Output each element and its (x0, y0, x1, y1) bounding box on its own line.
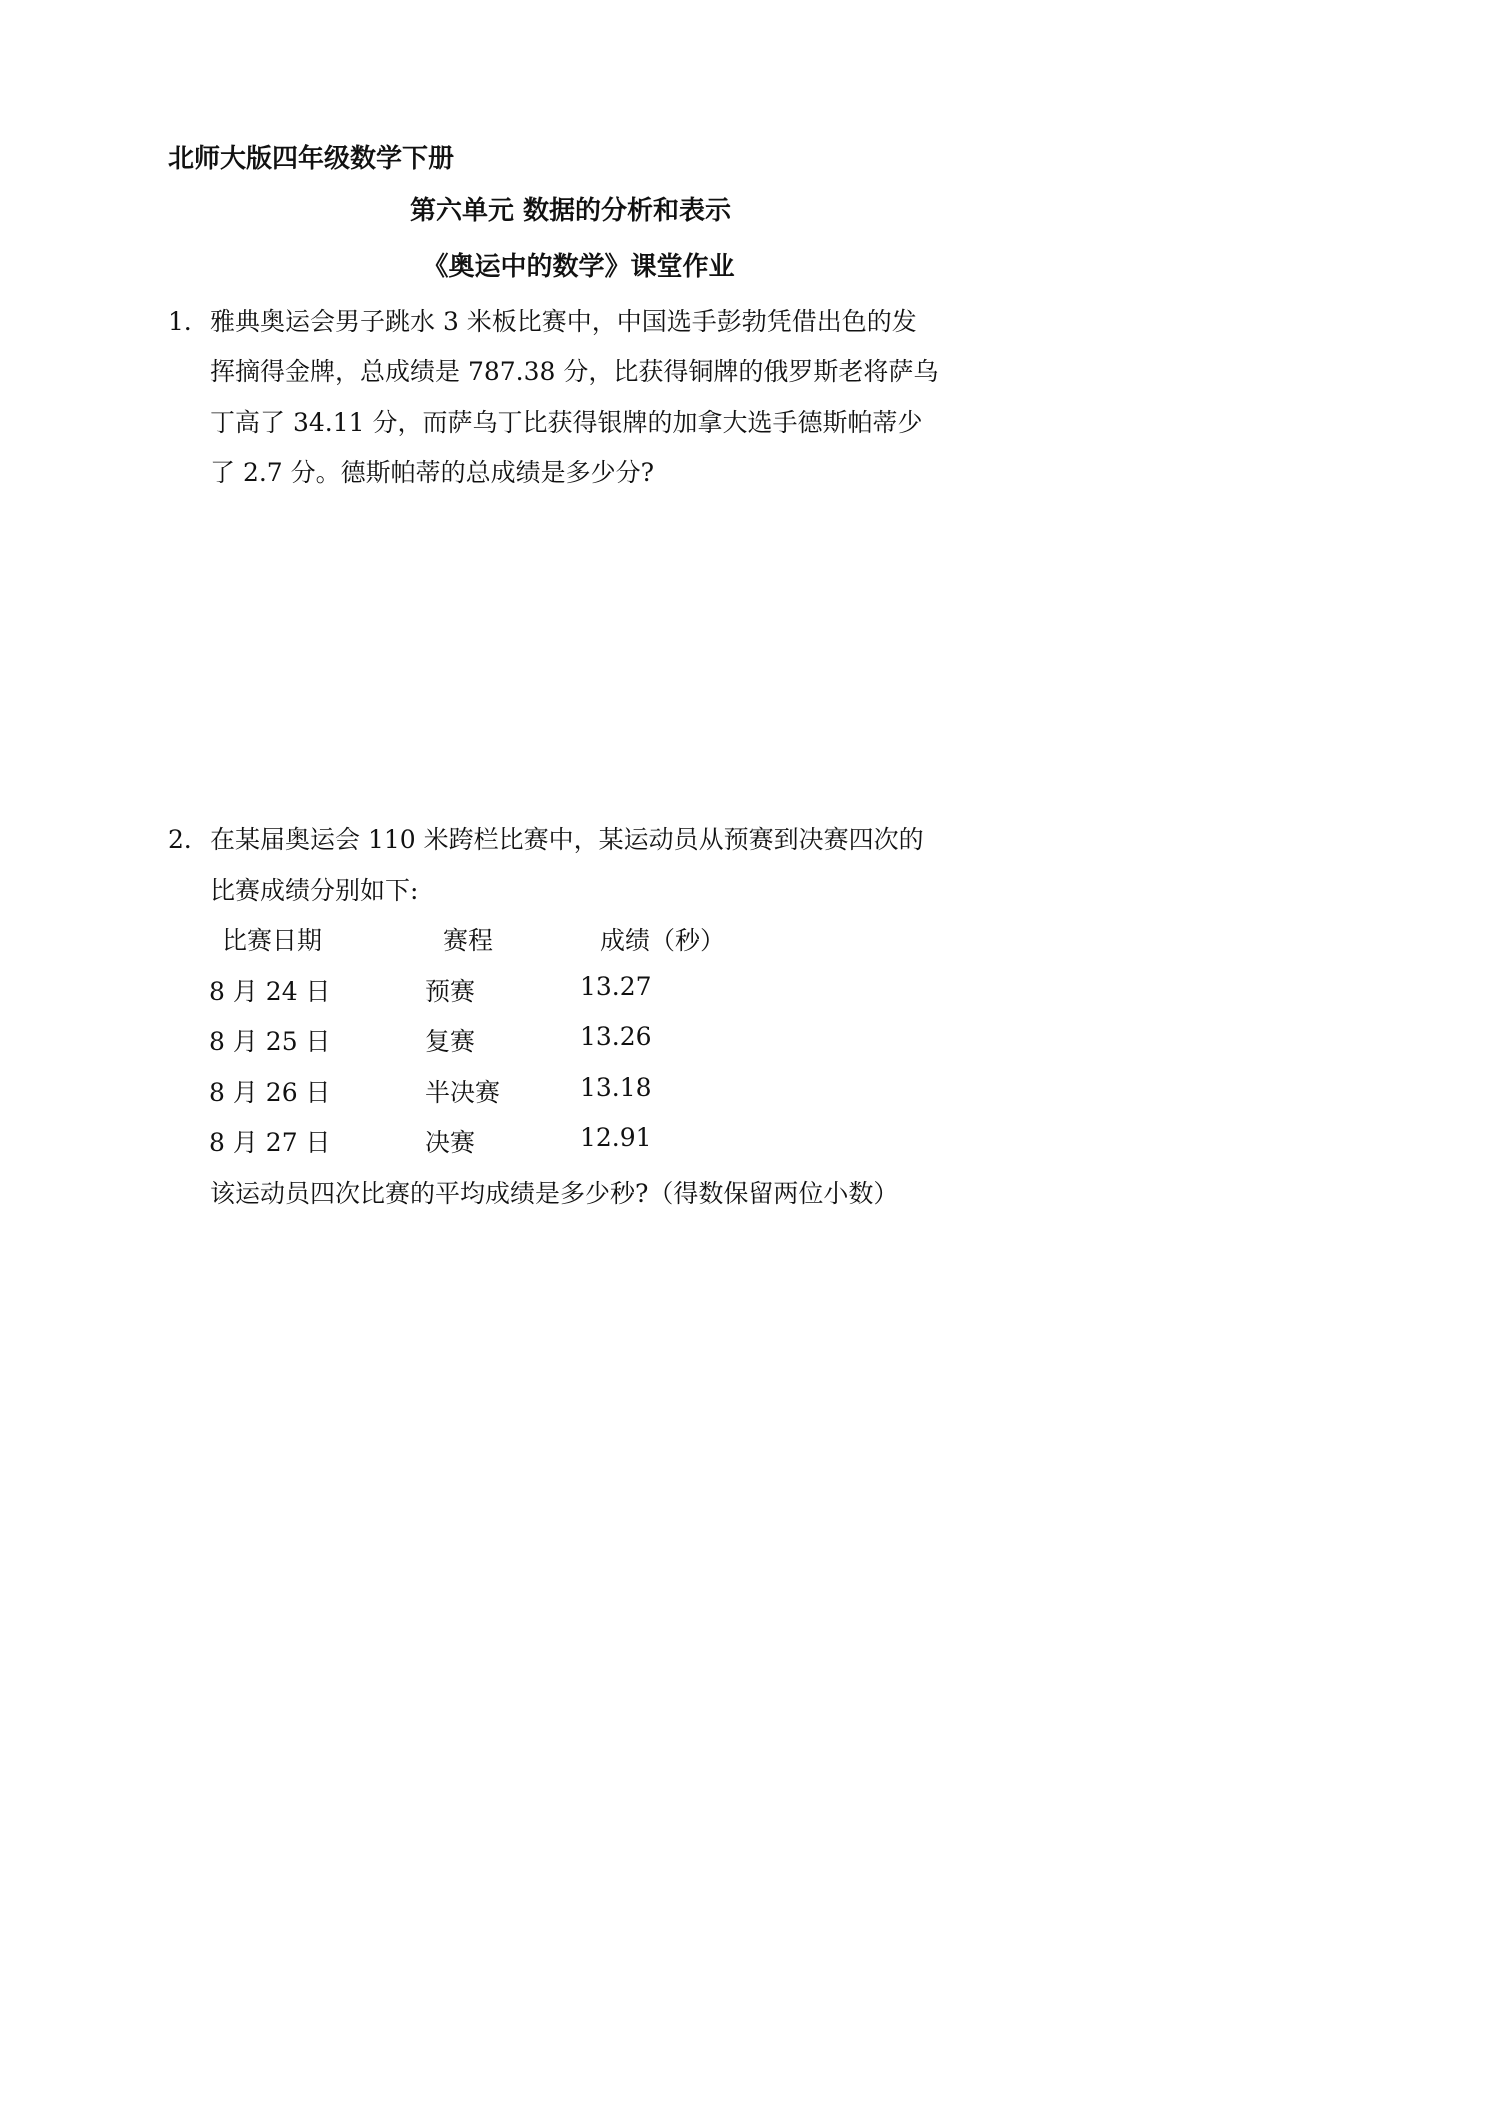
table-cell-date: 8 月 27 日 (209, 1128, 331, 1157)
question-1-number: 1． (168, 307, 209, 336)
question-2-number: 2． (168, 825, 209, 854)
table-header-score: 成绩（秒） (600, 926, 726, 955)
table-cell-date: 8 月 24 日 (209, 977, 331, 1006)
question-1-line-1: 雅典奥运会男子跳水 3 米板比赛中，中国选手彭勃凭借出色的发 (210, 307, 917, 336)
table-cell-stage: 复赛 (425, 1027, 476, 1056)
table-header-stage: 赛程 (443, 926, 494, 955)
table-cell-date: 8 月 25 日 (209, 1027, 331, 1056)
question-1-line-4: 了 2.7 分。德斯帕蒂的总成绩是多少分? (210, 458, 655, 487)
table-cell-stage: 半决赛 (425, 1078, 501, 1107)
question-2-line-2: 比赛成绩分别如下: (210, 876, 419, 905)
lesson-title: 《奥运中的数学》课堂作业 (422, 252, 735, 282)
unit-title: 第六单元 数据的分析和表示 (409, 196, 732, 226)
answer-space-2[interactable] (210, 1225, 940, 1505)
book-title: 北师大版四年级数学下册 (168, 144, 455, 174)
table-header-date: 比赛日期 (222, 926, 323, 955)
question-1-line-2: 挥摘得金牌，总成绩是 787.38 分，比获得铜牌的俄罗斯老将萨乌 (210, 357, 939, 386)
table-cell-stage: 决赛 (425, 1128, 476, 1157)
table-cell-score: 13.18 (580, 1073, 652, 1102)
question-1-line-3: 丁高了 34.11 分，而萨乌丁比获得银牌的加拿大选手德斯帕蒂少 (210, 408, 923, 437)
table-cell-score: 12.91 (580, 1123, 652, 1152)
table-cell-score: 13.27 (580, 972, 652, 1001)
table-cell-stage: 预赛 (425, 977, 476, 1006)
question-2-prompt: 该运动员四次比赛的平均成绩是多少秒?（得数保留两位小数） (210, 1179, 899, 1208)
table-cell-score: 13.26 (580, 1022, 652, 1051)
answer-space-1[interactable] (210, 500, 940, 800)
table-cell-date: 8 月 26 日 (209, 1078, 331, 1107)
question-2-line-1: 在某届奥运会 110 米跨栏比赛中，某运动员从预赛到决赛四次的 (210, 825, 924, 854)
